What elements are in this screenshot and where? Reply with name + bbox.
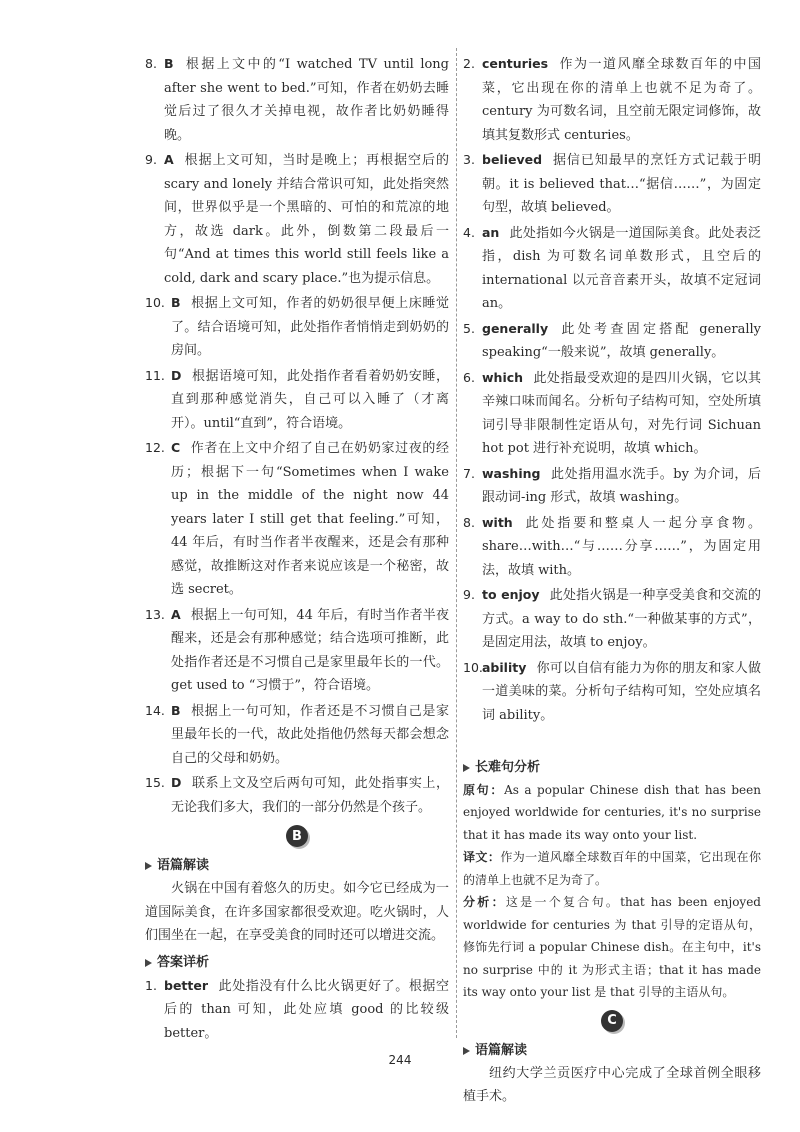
answer-key: C: [171, 440, 181, 455]
answer-key: to enjoy: [482, 587, 540, 602]
answer-key: which: [482, 369, 524, 385]
item-number: 13.: [145, 606, 165, 622]
original-text: As a popular Chinese dish that has been enjoyed worldwide for centuries, it's no surprise that it has made its way onto your list.: [463, 782, 761, 842]
explanation-text: 此处指火锅是一种享受美食和交流的方式。a way to do sth.“一种做某事的方式”，是固定用法，故填 to enjoy。: [482, 588, 761, 650]
original-label: 原句：: [463, 782, 505, 797]
explanation-text: 作者在上文中介绍了自己在奶奶家过夜的经历；根据下一句“Sometimes when I wake up in the middle of the night now 44 years later I still get that feeling.”可知，44 年后，有时当作者半夜醒来，还是会有那种感觉，故推断这对作者来说应该是一个秘密，故选 secret。: [171, 441, 449, 597]
heading-label: 语篇解读: [475, 1042, 528, 1058]
explanation-text: 根据上文可知，当时是晚上；再根据空后的 scary and lonely 并结合常识可知，此处指突然间，世界似乎是一个黑暗的、可怕的和荒凉的地方，故选 dark。此外，倒数第二段最后一句“And at times this world still feels like a cold, dark and scary place.”也为提示信息。: [164, 153, 449, 286]
item-number: 9.: [463, 587, 475, 602]
heading-label: 长难句分析: [475, 759, 541, 775]
answer-item: [145, 436, 449, 602]
translation-text: 作为一道风靡全球数百年的中国菜，它出现在你的清单上也就不足为奇了。: [463, 850, 761, 887]
answer-key: ability: [482, 659, 527, 675]
section-b-badge: [145, 825, 449, 847]
item-number: 15.: [145, 775, 165, 790]
section-c-reading-text: 纽约大学兰贡医疗中心完成了全球首例全眼移植手术。: [463, 1065, 761, 1104]
item-number: 9.: [145, 152, 157, 167]
item-number: 5.: [463, 320, 475, 336]
answer-key: believed: [482, 152, 543, 167]
triangle-bullet-icon: [145, 862, 152, 870]
section-b-reading-heading: [145, 855, 449, 877]
explanation-text: 联系上文及空后两句可知，此处指事实上，无论我们多大，我们的一部分仍然是个孩子。: [171, 776, 449, 815]
item-number: 12.: [145, 440, 165, 455]
item-number: [463, 728, 489, 753]
item-number: 14.: [145, 702, 165, 718]
explanation-text: 根据上文中的“I watched TV until long after she went to bed.”可知，作者在奶奶去睡觉后过了很久才关掉电视，故作者比奶奶睡得晚。: [164, 57, 449, 143]
answer-item: [463, 221, 761, 316]
answer-item: [463, 656, 761, 728]
answer-key: better: [164, 977, 209, 993]
answer-item: [145, 364, 449, 436]
original-sentence: [463, 779, 761, 847]
triangle-bullet-icon: [145, 959, 152, 967]
item-number: 10.: [463, 659, 483, 675]
item-number: 10.: [145, 295, 165, 310]
triangle-bullet-icon: [463, 764, 470, 772]
column-divider: [456, 48, 457, 1038]
answer-key: washing: [482, 465, 541, 481]
answer-key: D: [171, 367, 182, 383]
section-b-reading-text: 火锅在中国有着悠久的历史。如今它已经成为一道国际美食，在许多国家都很受欢迎。吃火锅时，人们围坐在一起，在享受美食的同时还可以增进交流。: [145, 881, 449, 943]
explanation-text: 此处指用温水洗手。by 为介词，后跟动词-ing 形式，故填 washing。: [482, 466, 761, 505]
section-c-letter: C: [601, 1010, 623, 1032]
item-number: 3.: [463, 152, 475, 167]
explanation-text: 此处考查固定搭配 generally speaking“一般来说”，故填 generally。: [482, 321, 761, 360]
item-number: 8.: [145, 56, 157, 71]
answer-key: B: [171, 702, 181, 718]
answer-key: D: [171, 775, 182, 790]
section-c-badge: [463, 1010, 761, 1032]
item-number: 2.: [463, 56, 475, 71]
answer-item: [145, 603, 449, 698]
heading-label: 答案详析: [157, 954, 210, 970]
explanation-text: 根据上一句可知，44 年后，有时当作者半夜醒来，还是会有那种感觉；结合选项可推断，此处指作者还是不习惯自己是家里最年长的一代。get used to “习惯于”，符合语境。: [171, 607, 449, 693]
answer-item: [145, 291, 449, 363]
answer-item: [463, 366, 761, 461]
long-sentence-heading: [463, 757, 761, 779]
answer-item: [145, 771, 449, 819]
answer-item: [145, 699, 449, 771]
answer-item: [463, 583, 761, 655]
explanation-text: 此处指如今火锅是一道国际美食。此处表泛指，dish 为可数名词单数形式，且空后的 international 以元音音素开头，故填不定冠词 an。: [482, 225, 761, 311]
sentence-analysis: [463, 891, 761, 1004]
translation: [463, 846, 761, 891]
answer-key: centuries: [482, 56, 549, 71]
answer-item: [145, 974, 449, 1046]
right-column: [463, 52, 761, 1109]
answer-item: [145, 148, 449, 290]
explanation-text: 作为一道风靡全球数百年的中国菜，它出现在你的清单上也就不足为奇了。century 为可数名词，且空前无限定词修饰，故填其复数形式 centuries。: [482, 57, 761, 143]
analysis-text: 这是一个复合句。that has been enjoyed worldwide for centuries 为 that 引导的定语从句，修饰先行词 a popular Chinese dish。在主句中，it's no surprise 中的 it 为形式主语；that it has made its way onto your list 是 that 引导的主语从句。: [463, 895, 761, 999]
answer-item: [463, 52, 761, 147]
item-number: 7.: [463, 465, 475, 481]
answer-key: B: [171, 295, 181, 310]
explanation-text: 此处指没有什么比火锅更好了。根据空后的 than 可知，此处应填 good 的比较级 better。: [164, 978, 449, 1041]
answer-item: [463, 148, 761, 220]
section-b-letter: B: [286, 825, 308, 847]
item-number: 8.: [463, 514, 475, 530]
answer-key: B: [164, 56, 174, 71]
answer-item: [463, 728, 761, 753]
item-number: 4.: [463, 224, 475, 240]
answer-key: generally: [482, 320, 549, 336]
heading-label: 语篇解读: [157, 858, 210, 873]
explanation-text: 此处指要和整桌人一起分享食物。share…with…“与……分享……”，为固定用法，故填 with。: [482, 515, 761, 578]
explanation-text: 据信已知最早的烹饪方式记载于明朝。it is believed that…“据信……”，为固定句型，故填 believed。: [482, 153, 761, 215]
left-column: [145, 52, 449, 1046]
answer-item: [463, 317, 761, 365]
answer-key: A: [164, 152, 174, 167]
section-b-answers-heading: [145, 952, 449, 974]
analysis-label: 分析：: [463, 895, 506, 909]
explanation-text: 根据语境可知，此处指作者看着奶奶安睡，直到那种感觉消失，自己可以入睡了（才离开）。until“直到”，符合语境。: [171, 368, 449, 431]
explanation-text: 你可以自信有能力为你的朋友和家人做一道美味的菜。分析句子结构可知，空处应填名词 ability。: [482, 660, 761, 723]
answer-item: [463, 511, 761, 583]
translation-label: 译文：: [463, 850, 501, 864]
answer-item: [145, 52, 449, 147]
explanation-text: 此处指最受欢迎的是四川火锅，它以其辛辣口味而闻名。分析句子结构可知，空处所填词引导非限制性定语从句，对先行词 Sichuan hot pot 进行补充说明，故填 which。: [482, 370, 761, 456]
explanation-text: 根据上文可知，作者的奶奶很早便上床睡觉了。结合语境可知，此处指作者悄悄走到奶奶的房间。: [171, 296, 449, 358]
answer-item: [463, 462, 761, 510]
explanation-text: 根据上一句可知，作者还是不习惯自己是家里最年长的一代，故此处指他仍然每天都会想念自己的父母和奶奶。: [171, 703, 449, 766]
page-number: 244: [388, 1053, 412, 1067]
item-number: 6.: [463, 369, 475, 385]
answer-key: an: [482, 224, 500, 240]
answer-key: A: [171, 606, 181, 622]
item-number: 11.: [145, 367, 165, 383]
answer-key: with: [482, 514, 513, 530]
item-number: 1.: [145, 977, 157, 993]
